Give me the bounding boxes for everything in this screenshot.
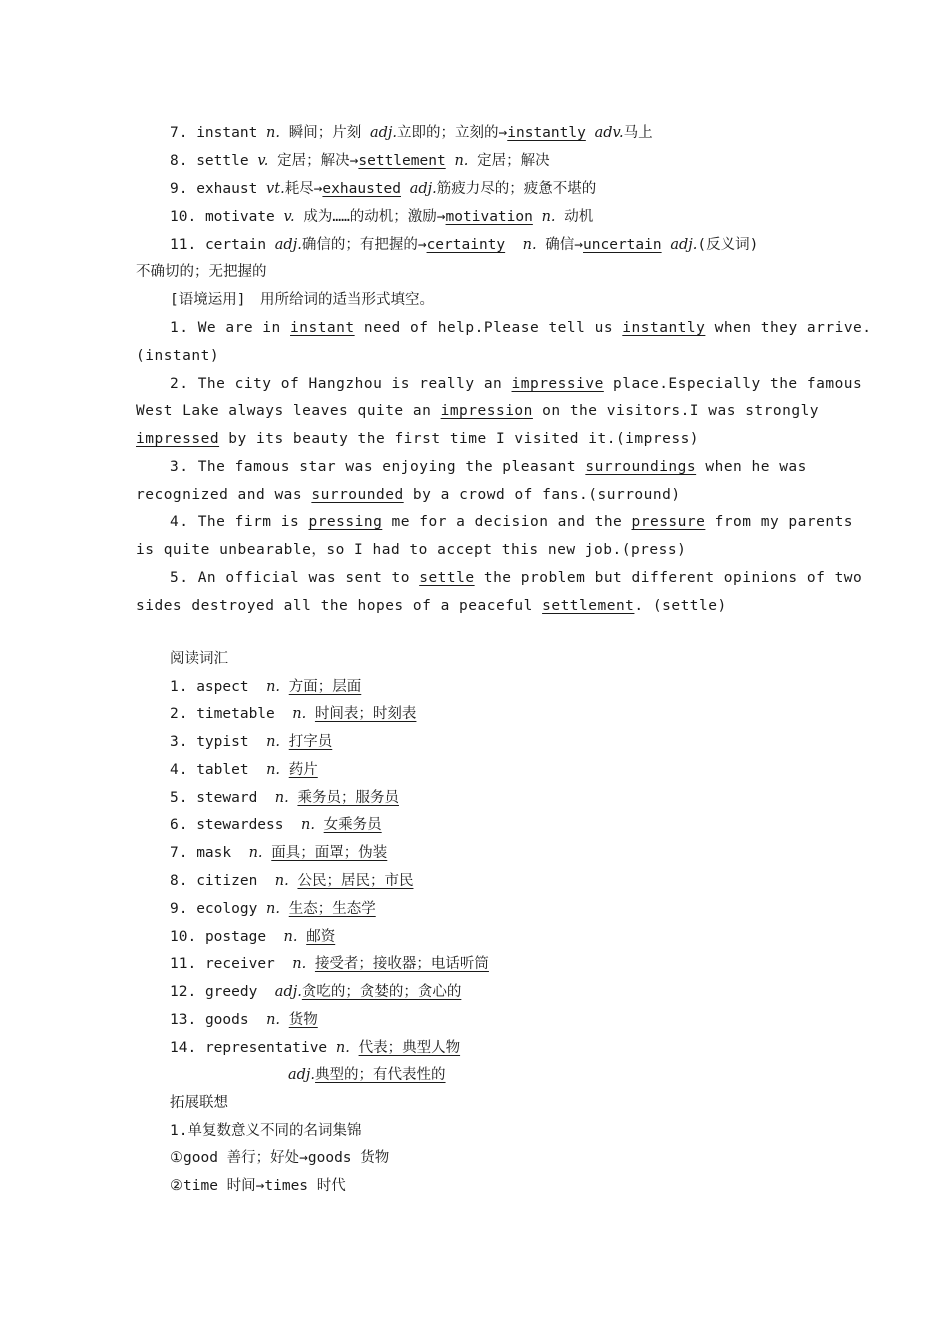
answer: surrounded: [311, 487, 404, 503]
answer: settle: [419, 570, 475, 586]
exercise-5-line2: sides destroyed all the hopes of a peaceful settlement. (settle): [136, 598, 727, 614]
reading-item: 1. aspect n. 方面；层面: [170, 679, 362, 695]
answer: 贪吃的；贪婪的；贪心的: [301, 984, 462, 1000]
answer: 典型的；有代表性的: [315, 1067, 446, 1083]
answer: pressing: [308, 514, 383, 530]
answer: 邮资: [306, 929, 336, 945]
answer: exhausted: [322, 181, 401, 197]
reading-item: 6. stewardess n. 女乘务员: [170, 817, 382, 833]
exercise-1: 1. We are in instant need of help.Please tell us instantly when they arrive.: [170, 320, 872, 336]
reading-item: 13. goods n. 货物: [170, 1012, 318, 1028]
reading-item: 14. representative n. 代表；典型人物: [170, 1040, 461, 1056]
exercise-2-line2: West Lake always leaves quite an impression on the visitors.I was strongly: [136, 403, 820, 419]
answer: instant: [290, 320, 355, 336]
reading-item: 5. steward n. 乘务员；服务员: [170, 790, 399, 806]
vocab-item-9: 9. exhaust vt.耗尽→exhausted adj.筋疲力尽的；疲惫不堪的: [170, 181, 597, 197]
section-header-reading: 阅读词汇: [170, 651, 228, 667]
answer: uncertain: [583, 237, 662, 253]
reading-item: 4. tablet n. 药片: [170, 762, 318, 778]
answer: 乘务员；服务员: [297, 790, 399, 806]
answer: impression: [440, 403, 533, 419]
reading-item: 3. typist n. 打字员: [170, 734, 333, 750]
section-header-expand: 拓展联想: [170, 1095, 228, 1111]
answer: impressed: [136, 431, 220, 447]
answer: pressure: [631, 514, 706, 530]
vocab-item-11: 11. certain adj.确信的；有把握的→certainty n. 确信→uncertain adj.(反义词): [170, 237, 759, 253]
exercise-2: 2. The city of Hangzhou is really an impressive place.Especially the famous: [170, 376, 863, 392]
answer: 公民；居民；市民: [297, 873, 414, 889]
answer: surroundings: [585, 459, 697, 475]
answer: 代表；典型人物: [358, 1040, 461, 1056]
exercise-1-cont: (instant): [136, 348, 220, 364]
answer: settlement: [358, 153, 446, 169]
exercise-5: 5. An official was sent to settle the problem but different opinions of two: [170, 570, 863, 586]
reading-item: 11. receiver n. 接受者；接收器；电话听筒: [170, 956, 489, 972]
exercise-3-line2: recognized and was surrounded by a crowd of fans.(surround): [136, 487, 681, 503]
vocab-item-7: 7. instant n. 瞬间；片刻 adj.立即的；立刻的→instantly adv.马上: [170, 125, 653, 141]
exercise-3: 3. The famous star was enjoying the pleasant surroundings when he was: [170, 459, 807, 475]
reading-item: 8. citizen n. 公民；居民；市民: [170, 873, 414, 889]
answer: settlement: [542, 598, 635, 614]
answer: 面具；面罩；伪装: [271, 845, 388, 861]
answer: 女乘务员: [323, 817, 382, 833]
reading-item: 7. mask n. 面具；面罩；伪装: [170, 845, 388, 861]
exercise-4-line2: is quite unbearable，so I had to accept this new job.(press): [136, 542, 687, 558]
answer: 打字员: [288, 734, 333, 750]
exercise-2-line3: impressed by its beauty the first time I visited it.(impress): [136, 431, 700, 447]
reading-item: 9. ecology n. 生态；生态学: [170, 901, 376, 917]
reading-item-extra: adj.典型的；有代表性的: [288, 1067, 446, 1083]
answer: instantly: [507, 125, 586, 141]
expand-title: 1.单复数意义不同的名词集锦: [170, 1123, 362, 1139]
exercise-4: 4. The firm is pressing me for a decision and the pressure from my parents: [170, 514, 854, 530]
vocab-item-8: 8. settle v. 定居；解决→settlement n. 定居；解决: [170, 153, 550, 169]
vocab-item-11-cont: 不确切的；无把握的: [136, 264, 267, 280]
answer: 药片: [288, 762, 318, 778]
expand-item: ①good 善行；好处→goods 货物: [170, 1150, 390, 1166]
answer: motivation: [445, 209, 533, 225]
answer: impressive: [511, 376, 604, 392]
answer: 方面；层面: [288, 679, 362, 695]
expand-item: ②time 时间→times 时代: [170, 1178, 346, 1194]
answer: certainty: [426, 237, 506, 253]
reading-item: 2. timetable n. 时间表；时刻表: [170, 706, 417, 722]
vocab-item-10: 10. motivate v. 成为……的动机；激励→motivation n. 动机: [170, 209, 594, 225]
answer: 时间表；时刻表: [314, 706, 417, 722]
section-header-context: [语境运用] 用所给词的适当形式填空。: [170, 292, 434, 308]
answer: 生态；生态学: [288, 901, 376, 917]
reading-item: 12. greedy adj.贪吃的；贪婪的；贪心的: [170, 984, 462, 1000]
answer: 接受者；接收器；电话听筒: [314, 956, 489, 972]
reading-item: 10. postage n. 邮资: [170, 929, 336, 945]
answer: instantly: [622, 320, 706, 336]
answer: 货物: [288, 1012, 318, 1028]
